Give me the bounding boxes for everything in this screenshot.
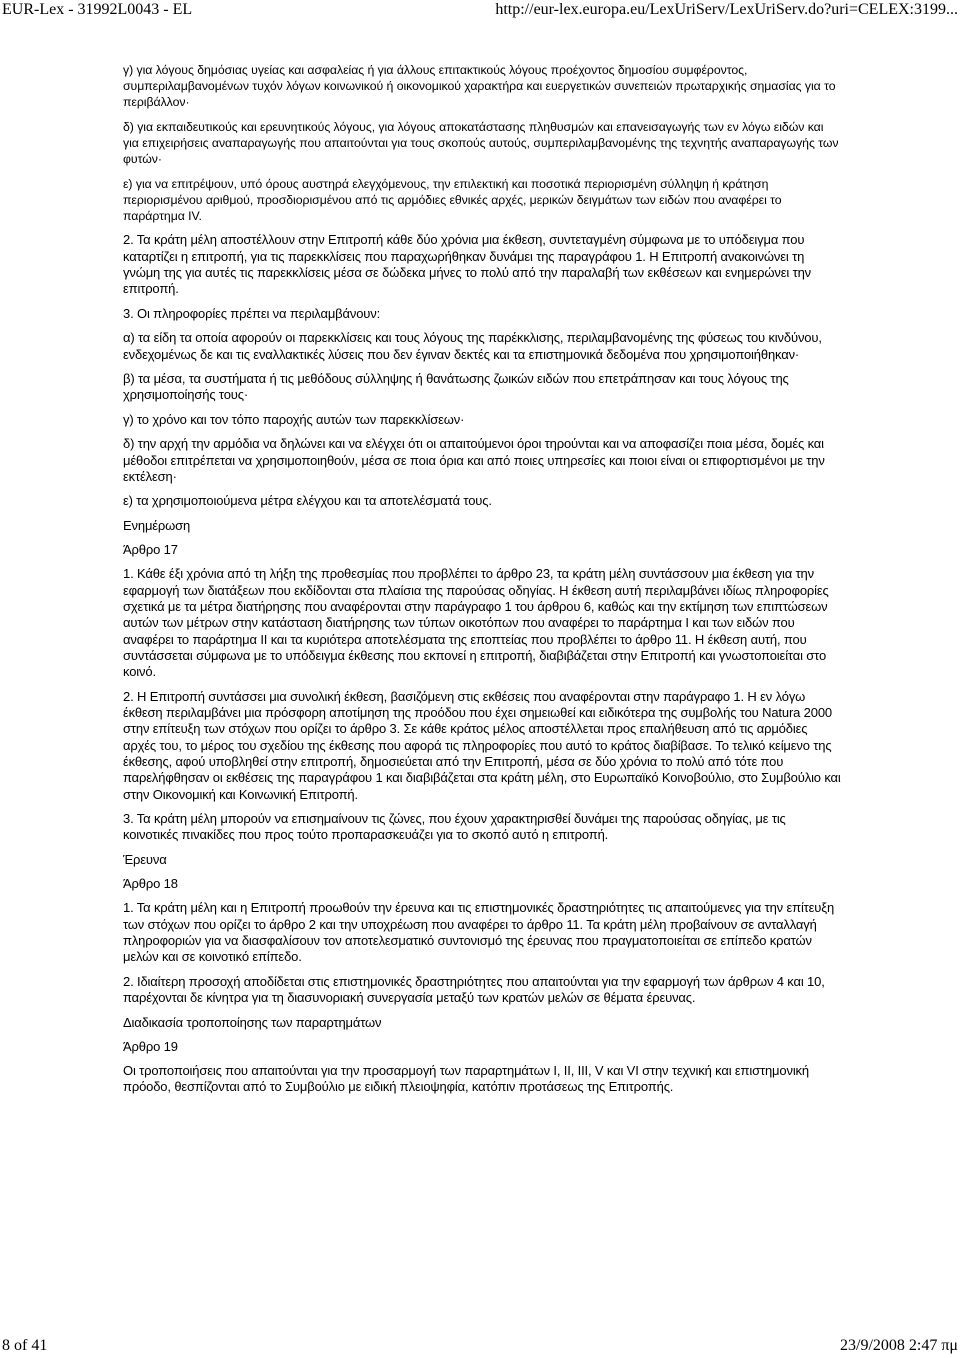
print-header: [0, 0, 960, 22]
item-b: β) τα μέσα, τα συστήματα ή τις μεθόδους σύλληψης ή θανάτωσης ζωικών ειδών που επετράπησαν και τους λόγους της χρησιμοποίησής τους·: [123, 371, 789, 403]
section-heading-information: Ενημέρωση: [123, 517, 191, 533]
paragraph-3: 3. Οι πληροφορίες πρέπει να περιλαμβάνουν:: [123, 305, 381, 321]
paragraph-3-1-e: ε) για να επιτρέψουν, υπό όρους αυστηρά ελεγχόμενους, την επιλεκτική και ποσοτικά περιορισμένη σύλληψη ή κράτηση περιορισμένου αριθμού, προσδιορισμένου από τις αρμόδιες εθνικές αρχές, μερικών δειγμάτων των ειδών που αναφέρει το παράρτημα IV.: [123, 176, 782, 223]
print-datetime: 23/9/2008 2:47 πμ: [840, 1337, 958, 1354]
item-e: ε) τα χρησιμοποιούμενα μέτρα ελέγχου και τα αποτελέσματά τους.: [123, 493, 492, 509]
article-18-paragraph-2: 2. Ιδιαίτερη προσοχή αποδίδεται στις επιστημονικές δραστηριότητες που απαιτούνται για την εφαρμογή των άρθρων 4 και 10, παρέχονται δε κίνητρα για τη διασυνοριακή συνεργασία μεταξύ των κρατών μελών σε θέματα έρευνας.: [123, 973, 825, 1006]
article-18-heading: Άρθρο 18: [123, 876, 178, 892]
article-17-heading: Άρθρο 17: [123, 542, 178, 558]
article-19-paragraph: Οι τροποποιήσεις που απαιτούνται για την προσαρμογή των παραρτημάτων I, II, III, V και VI στην τεχνική και επιστημονική πρόοδο, θεσπίζονται από το Συμβούλιο με ειδική πλειοψηφία, κατόπιν προτάσεως της Επιτροπής.: [123, 1063, 809, 1095]
paragraph-2: 2. Τα κράτη μέλη αποστέλλουν στην Επιτροπή κάθε δύο χρόνια μια έκθεση, συντεταγμένη σύμφωνα με το υπόδειγμα που καταρτίζει η επιτροπή, για τις παρεκκλίσεις που παραχωρήθηκαν δυνάμει της παραγράφου 1. Η Επιτροπή ανακοινώνει τη γνώμη της για αυτές τις παρεκκλίσεις μέσα σε δώδεκα μήνες το πολύ από την παραλαβή των εκθέσεων και ενημερώνει την επιτροπή.: [123, 232, 812, 297]
page-title: EUR-Lex - 31992L0043 - EL: [2, 1, 193, 18]
article-17-paragraph-2: 2. Η Επιτροπή συντάσσει μια συνολική έκθεση, βασιζόμενη στις εκθέσεις που αναφέρονται στην παράγραφο 1. Η εν λόγω έκθεση περιλαμβάνει μια πρόσφορη αποτίμηση της προόδου που έχει σημειωθεί και ειδικότερα της συμβολής του Natura 2000 στην επίτευξη των στόχων που ορίζει το άρθρο 3. Σε κάθε κράτος μέλος αποστέλλεται προς επαλήθευση από τις αρμόδιες αρχές του, το μέρος του σχεδίου της έκθεσης που αφορά τις πληροφορίες που αυτό το κράτος διαβίβασε. Το τελικό κείμενο της έκθεσης, αφού υποβληθεί στην επιτροπή, δημοσιεύεται από την Επιτροπή, μέσα σε δύο χρόνια το πολύ από τότε που παρελήφθησαν οι εκθέσεις της παραγράφου 1 και διαβιβάζεται στα κράτη μέλη, στο Ευρωπαϊκό Κοινοβούλιο, στο Συμβούλιο και στην Οικονομική και Κοινωνική Επιτροπή.: [123, 688, 841, 802]
article-19-heading: Άρθρο 19: [123, 1038, 178, 1054]
print-footer: [0, 1336, 960, 1358]
article-17-paragraph-3: 3. Τα κράτη μέλη μπορούν να επισημαίνουν τις ζώνες, που έχουν χαρακτηρισθεί δυνάμει της παρούσας οδηγίας, με τις κοινοτικές πινακίδες που προς τούτο προπαρασκευάζει για το σκοπό αυτό η επιτροπή.: [123, 810, 786, 843]
item-d: δ) την αρχή την αρμόδια να δηλώνει και να ελέγχει ότι οι απαιτούμενοι όροι τηρούνται και να αποφασίζει ποια μέσα, δομές και μέθοδοι επιτρέπεται να χρησιμοποιηθούν, μέσα σε ποια όρια και από ποιες υπηρεσίες και ποιοι είναι οι επιφορτισμένοι με την εκτέλεση·: [123, 436, 825, 484]
page-url: http://eur-lex.europa.eu/LexUriServ/LexUriServ.do?uri=CELEX:3199...: [495, 1, 958, 18]
article-18-paragraph-1: 1. Τα κράτη μέλη και η Επιτροπή προωθούν την έρευνα και τις επιστημονικές δραστηριότητες τις απαιτούμενες για την επίτευξη των στόχων που ορίζει το άρθρο 2 και την υποχρέωση που αναφέρει το άρθρο 11. Τα κράτη μέλη προβαίνουν σε ανταλλαγή πληροφοριών για να διασφαλίσουν τον αποτελεσματικό συντονισμό της έρευνας που πραγματοποιείται σε επίπεδο κρατών μελών και σε κοινοτικό επίπεδο.: [123, 900, 835, 965]
paragraph-3-1-c: γ) για λόγους δημόσιας υγείας και ασφαλείας ή για άλλους επιτακτικούς λόγους προέχοντος δημοσίου συμφέροντος, συμπεριλαμβανομένων τυχόν λόγων κοινωνικού ή οικονομικού χαρακτήρα και ευεργετικών συνεπειών πρωταρχικής σημασίας για το περιβάλλον·: [123, 63, 836, 110]
paragraph-3-1-d: δ) για εκπαιδευτικούς και ερευνητικούς λόγους, για λόγους αποκατάστασης πληθυσμών και επανεισαγωγής των εν λόγω ειδών και για επιχειρήσεις αναπαραγωγής που απαιτούνται για τους σκοπούς αυτούς, συμπεριλαμβανομένης της τεχνητής αναπαραγωγής των φυτών·: [123, 119, 839, 167]
section-heading-annex-amendment: Διαδικασία τροποποίησης των παραρτημάτων: [123, 1014, 382, 1030]
item-a: α) τα είδη τα οποία αφορούν οι παρεκκλίσεις και τους λόγους της παρέκκλισης, περιλαμβανομένης της φύσεως του κινδύνου, ενδεχομένως δε και τις εναλλακτικές λύσεις που δεν έγιναν δεκτές και τα επιστημονικά δεδομένα που χρησιμοποιήθηκαν·: [123, 330, 822, 362]
document-body: [123, 62, 841, 1104]
section-heading-research: Έρευνα: [123, 851, 167, 867]
item-c: γ) το χρόνο και τον τόπο παροχής αυτών των παρεκκλίσεων·: [123, 411, 465, 427]
article-17-paragraph-1: 1. Κάθε έξι χρόνια από τη λήξη της προθεσμίας που προβλέπει το άρθρο 23, τα κράτη μέλη συντάσσουν μια έκθεση για την εφαρμογή των διατάξεων που εκδίδονται στα πλαίσια της παρούσας οδηγίας. Η έκθεση αυτή περιλαμβάνει ιδίως πληροφορίες σχετικά με τα μέτρα διατήρησης που αναφέρονται στην παράγραφο 1 του άρθρου 6, καθώς και την εκτίμηση των επιπτώσεων αυτών των μέτρων στην κατάσταση διατήρησης των τύπων οικοτόπων που αναφέρει το παράρτημα I και των ειδών που αναφέρει το παράρτημα II και τα κυριότερα αποτελέσματα της εποπτείας που προβλέπει το άρθρο 11. Η έκθεση αυτή, που συντάσσεται σύμφωνα με το υπόδειγμα έκθεσης που εκπονεί η επιτροπή, διαβιβάζεται στην Επιτροπή και γνωστοποιείται στο κοινό.: [123, 566, 829, 680]
page-number: 8 of 41: [2, 1337, 48, 1354]
